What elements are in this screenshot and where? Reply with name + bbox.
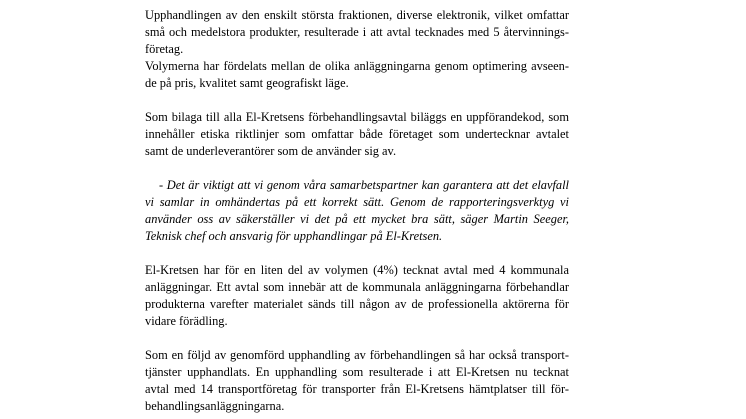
text-line: produkterna varefter materialet sänds till någon av de professionella aktörerna för bbox=[145, 297, 569, 311]
text-line: Som bilaga till alla El-Kretsens förbehandlingsavtal biläggs en uppförandekod, som bbox=[145, 110, 569, 124]
quote-line: - Det är viktigt att vi genom våra samarbetspartner kan garantera att det elavfall bbox=[159, 178, 569, 192]
text-line: tjänster upphandlats. En upphandling som resulterade i att El-Kretsen nu tecknat bbox=[145, 365, 569, 379]
text-line: vidare förädling. bbox=[145, 314, 228, 328]
text-line: samt de underleverantörer som de använder sig av. bbox=[145, 144, 397, 158]
text-line: Volymerna har fördelats mellan de olika anläggningarna genom optimering avseen- bbox=[145, 59, 569, 73]
text-line: anläggningar. Ett avtal som innebär att de kommunala anläggningarna förbehandlar bbox=[145, 280, 569, 294]
quote-line: använder oss av säkerställer vi det på ett mycket bra sätt, säger Martin Seeger, bbox=[145, 212, 569, 226]
text-line: innehåller etiska riktlinjer som omfattar både företaget som undertecknar avtalet bbox=[145, 127, 569, 141]
text-line: de på pris, kvalitet samt geografiskt läge. bbox=[145, 76, 349, 90]
quote-line: vi samlar in omhändertas på ett korrekt sätt. Genom de rapporteringsverktyg vi bbox=[145, 195, 569, 209]
text-line: små och medelstora produkter, resulterade i att avtal tecknades med 5 återvinnings- bbox=[145, 25, 569, 39]
quote-line: Teknisk chef och ansvarig för upphandlingar på El-Kretsen. bbox=[145, 229, 443, 243]
text-line: företag. bbox=[145, 42, 184, 56]
text-line: El-Kretsen har för en liten del av volymen (4%) tecknat avtal med 4 kommunala bbox=[145, 263, 569, 277]
text-line: Som en följd av genomförd upphandling av förbehandlingen så har också transport- bbox=[145, 348, 569, 362]
text-line: behandlingsanläggningarna. bbox=[145, 399, 285, 413]
text-line: avtal med 14 transportföretag för transporter från El-Kretsens hämtplatser till för- bbox=[145, 382, 569, 396]
text-line: Upphandlingen av den enskilt största fraktionen, diverse elektronik, vilket omfattar bbox=[145, 8, 569, 22]
